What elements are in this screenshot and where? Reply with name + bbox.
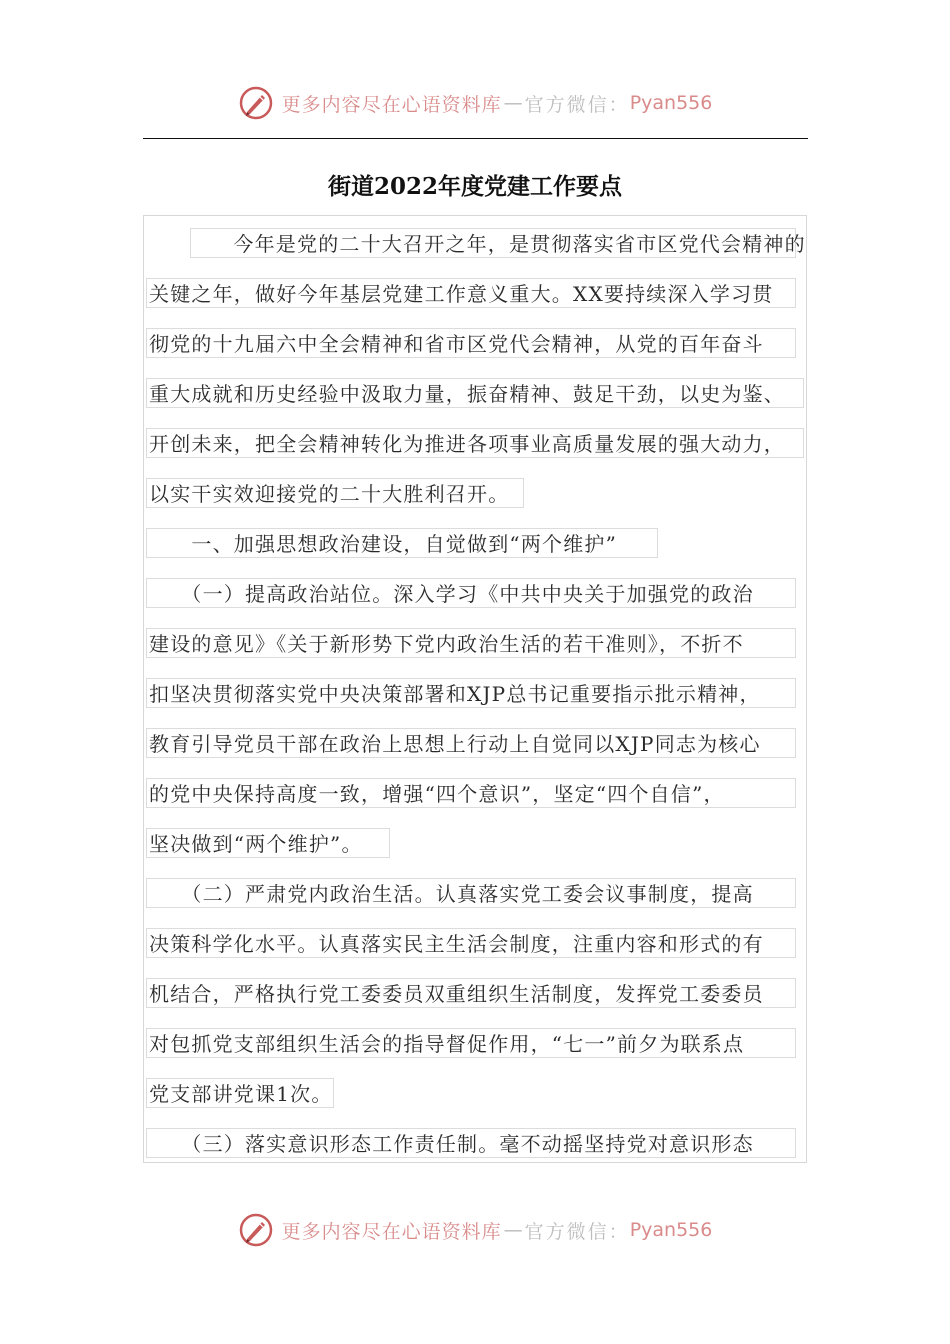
header-separator: — (503, 92, 523, 114)
body-line: 一、加强思想政治建设，自觉做到“两个维护” (146, 528, 658, 558)
body-line: 今年是党的二十大召开之年，是贯彻落实省市区党代会精神的 (190, 228, 796, 258)
pen-logo-icon (238, 85, 274, 121)
body-line: 教育引导党员干部在政治上思想上行动上自觉同以XJP同志为核心 (146, 728, 796, 758)
footer-separator: — (503, 1219, 523, 1241)
body-line: （一）提高政治站位。深入学习《中共中央关于加强党的政治 (146, 578, 796, 608)
body-line: 彻党的十九届六中全会精神和省市区党代会精神，从党的百年奋斗 (146, 328, 796, 358)
document-body (143, 215, 807, 1163)
footer-wechat-label: 官方微信： (524, 1220, 630, 1243)
body-line: 扣坚决贯彻落实党中央决策部署和XJP总书记重要指示批示精神， (146, 678, 796, 708)
footer-brand-text: 更多内容尽在心语资料库 (281, 1220, 502, 1243)
body-line: 党支部讲党课1次。 (146, 1078, 334, 1108)
body-line: 决策科学化水平。认真落实民主生活会制度，注重内容和形式的有 (146, 928, 796, 958)
body-line: （二）严肃党内政治生活。认真落实党工委会议事制度，提高 (146, 878, 796, 908)
pen-logo-icon (238, 1212, 274, 1248)
body-line: 的党中央保持高度一致，增强“四个意识”，坚定“四个自信”， (146, 778, 796, 808)
footer-wechat-id: Pyan556 (629, 1219, 713, 1241)
body-line: 重大成就和历史经验中汲取力量，振奋精神、鼓足干劲，以史为鉴、 (146, 378, 804, 408)
body-line: 坚决做到“两个维护”。 (146, 828, 390, 858)
header-rule (143, 138, 808, 139)
document-title: 街道2022年度党建工作要点 (327, 173, 622, 200)
footer-banner (0, 1205, 950, 1255)
header-brand-text: 更多内容尽在心语资料库 (281, 93, 502, 116)
body-line: 开创未来，把全会精神转化为推进各项事业高质量发展的强大动力， (146, 428, 804, 458)
body-line: 关键之年，做好今年基层党建工作意义重大。XX要持续深入学习贯 (146, 278, 796, 308)
body-line: 对包抓党支部组织生活会的指导督促作用，“七一”前夕为联系点 (146, 1028, 796, 1058)
header-wechat-label: 官方微信： (524, 93, 630, 116)
body-line: 建设的意见》《关于新形势下党内政治生活的若干准则》，不折不 (146, 628, 796, 658)
header-banner (0, 78, 950, 128)
body-line: 机结合，严格执行党工委委员双重组织生活制度，发挥党工委委员 (146, 978, 796, 1008)
body-line: （三）落实意识形态工作责任制。毫不动摇坚持党对意识形态 (146, 1128, 796, 1158)
header-wechat-id: Pyan556 (629, 92, 713, 114)
body-line: 以实干实效迎接党的二十大胜利召开。 (146, 478, 524, 508)
